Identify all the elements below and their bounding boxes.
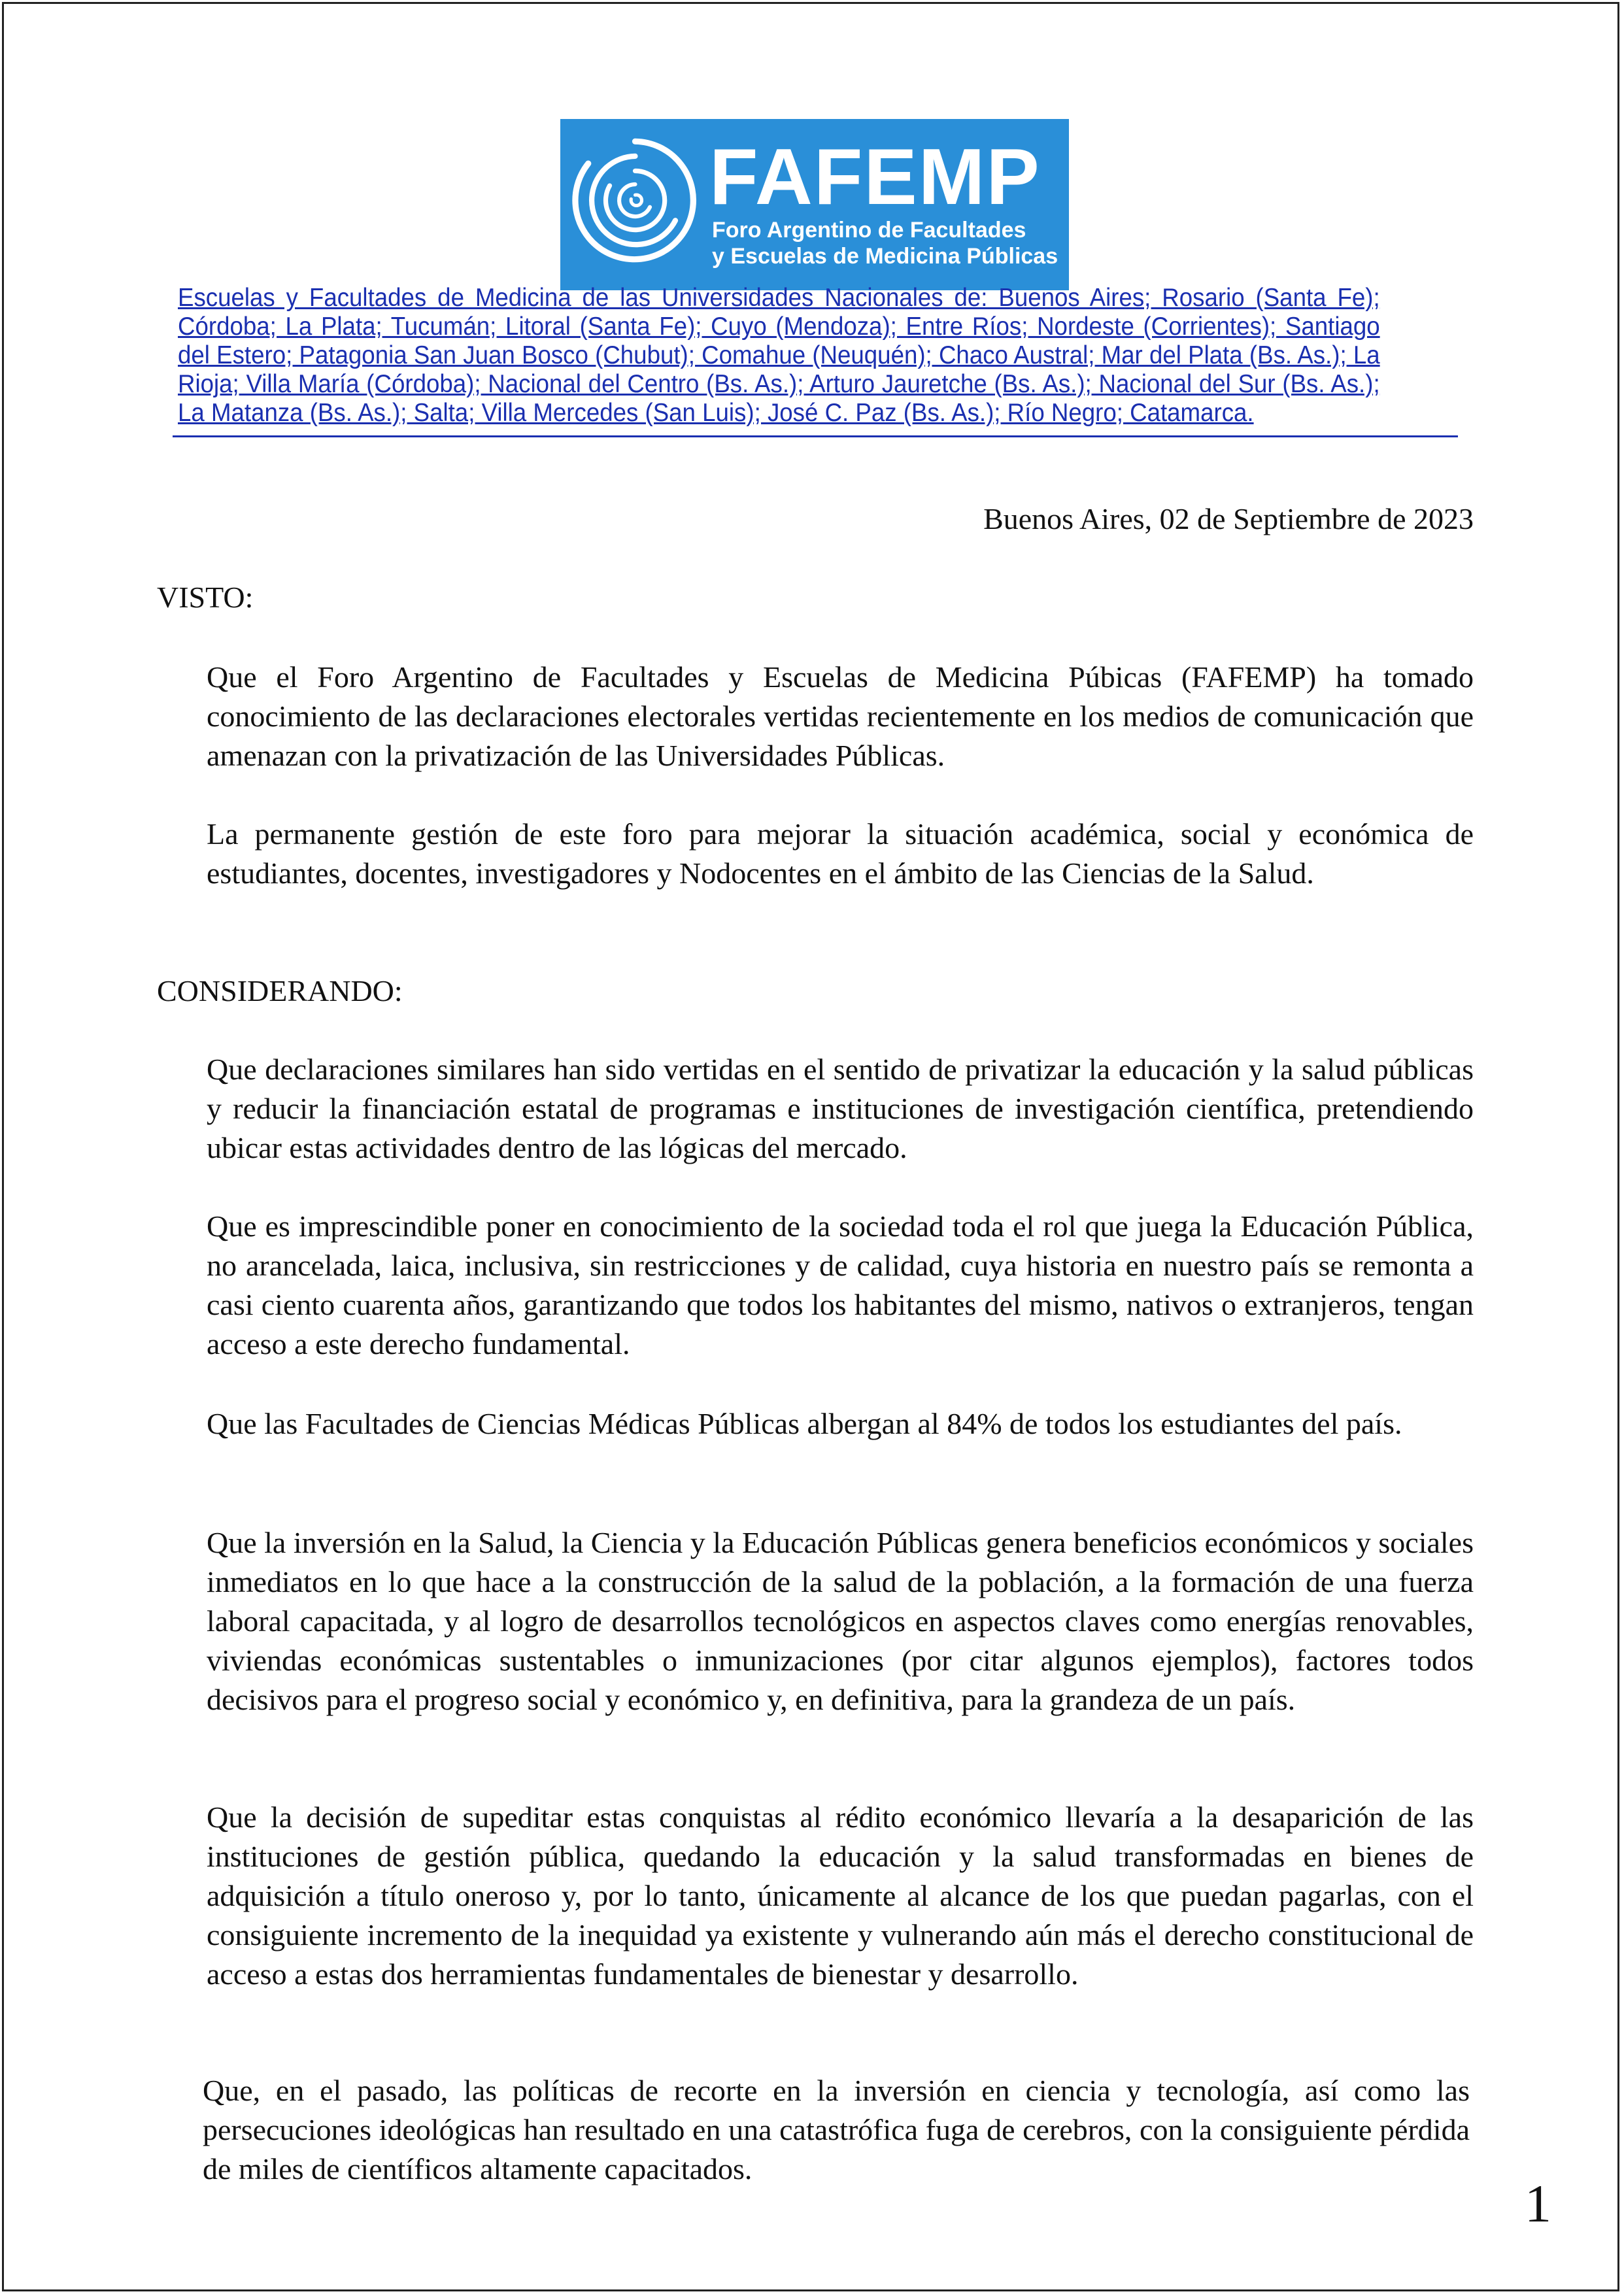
logo-title: FAFEMP bbox=[709, 132, 1041, 221]
considerando-heading: CONSIDERANDO: bbox=[157, 974, 403, 1007]
logo-subtitle-line2: y Escuelas de Medicina Públicas bbox=[712, 244, 1058, 269]
page-number: 1 bbox=[1525, 2174, 1551, 2233]
visto-heading: VISTO: bbox=[157, 581, 254, 614]
considerando-paragraph-6: Que, en el pasado, las políticas de recorte en la inversión en ciencia y tecnología, así como las persecuciones ideológicas han resultado en una catastrófica fuga de cerebros, con la consiguiente pérdida de miles de científicos altamente capacitados. bbox=[203, 2074, 1470, 2186]
fafemp-logo bbox=[560, 119, 1069, 290]
considerando-paragraph-1: Que declaraciones similares han sido vertidas en el sentido de privatizar la educación y la salud públicas y reducir la financiación estatal de programas e instituciones de investigación científica, pretendiendo ubicar estas actividades dentro de las lógicas del mercado. bbox=[207, 1053, 1474, 1164]
member-schools-list: Escuelas y Facultades de Medicina de las Universidades Nacionales de: Buenos Aires; Rosario (Santa Fe); Córdoba; La Plata; Tucumán; Litoral (Santa Fe); Cuyo (Mendoza); Entre Ríos; Nordeste (Corrientes); Santiago del Estero; Patagonia San Juan Bosco (Chubut); Comahue (Neuquén); Chaco Austral; Mar del Plata (Bs. As.); La Rioja; Villa María (Córdoba); Nacional del Centro (Bs. As.); Arturo Jauretche (Bs. As.); Nacional del Sur (Bs. As.); La Matanza (Bs. As.); Salta; Villa Mercedes (San Luis); José C. Paz (Bs. As.); Río Negro; Catamarca. bbox=[178, 284, 1380, 427]
visto-paragraph-1: Que el Foro Argentino de Facultades y Escuelas de Medicina Púbicas (FAFEMP) ha tomado conocimiento de las declaraciones electorales vertidas recientemente en los medios de comunicación que amenazan con la privatización de las Universidades Públicas. bbox=[207, 660, 1474, 772]
header-divider bbox=[173, 435, 1458, 437]
document-date: Buenos Aires, 02 de Septiembre de 2023 bbox=[983, 502, 1474, 535]
considerando-paragraph-3: Que las Facultades de Ciencias Médicas Públicas albergan al 84% de todos los estudiantes del país. bbox=[207, 1407, 1402, 1440]
considerando-paragraph-5: Que la decisión de supeditar estas conquistas al rédito económico llevaría a la desaparición de las instituciones de gestión pública, quedando la educación y la salud transformadas en bienes de adquisición a título oneroso y, por lo tanto, únicamente al alcance de los que puedan pagarlas, con el consiguiente incremento de la inequidad ya existente y vulnerando aún más el derecho constitucional de acceso a estas dos herramientas fundamentales de bienestar y desarrollo. bbox=[207, 1800, 1474, 1991]
considerando-paragraph-2: Que es imprescindible poner en conocimiento de la sociedad toda el rol que juega la Educación Pública, no arancelada, laica, inclusiva, sin restricciones y de calidad, cuya historia en nuestro país se remonta a casi ciento cuarenta años, garantizando que todos los habitantes del mismo, nativos o extranjeros, tengan acceso a este derecho fundamental. bbox=[207, 1209, 1474, 1360]
considerando-paragraph-4: Que la inversión en la Salud, la Ciencia y la Educación Públicas genera beneficios económicos y sociales inmediatos en lo que hace a la construcción de la salud de la población, a la formación de una fuerza laboral capacitada, y al logro de desarrollos tecnológicos en aspectos claves como energías renovables, viviendas económicas sustentables o inmunizaciones (por citar algunos ejemplos), factores todos decisivos para el progreso social y económico y, en definitiva, para la grandeza de un país. bbox=[207, 1526, 1474, 1716]
spiral-icon bbox=[568, 133, 702, 267]
logo-subtitle-line1: Foro Argentino de Facultades bbox=[712, 218, 1026, 243]
visto-paragraph-2: La permanente gestión de este foro para mejorar la situación académica, social y económica de estudiantes, docentes, investigadores y Nodocentes en el ámbito de las Ciencias de la Salud. bbox=[207, 817, 1474, 890]
